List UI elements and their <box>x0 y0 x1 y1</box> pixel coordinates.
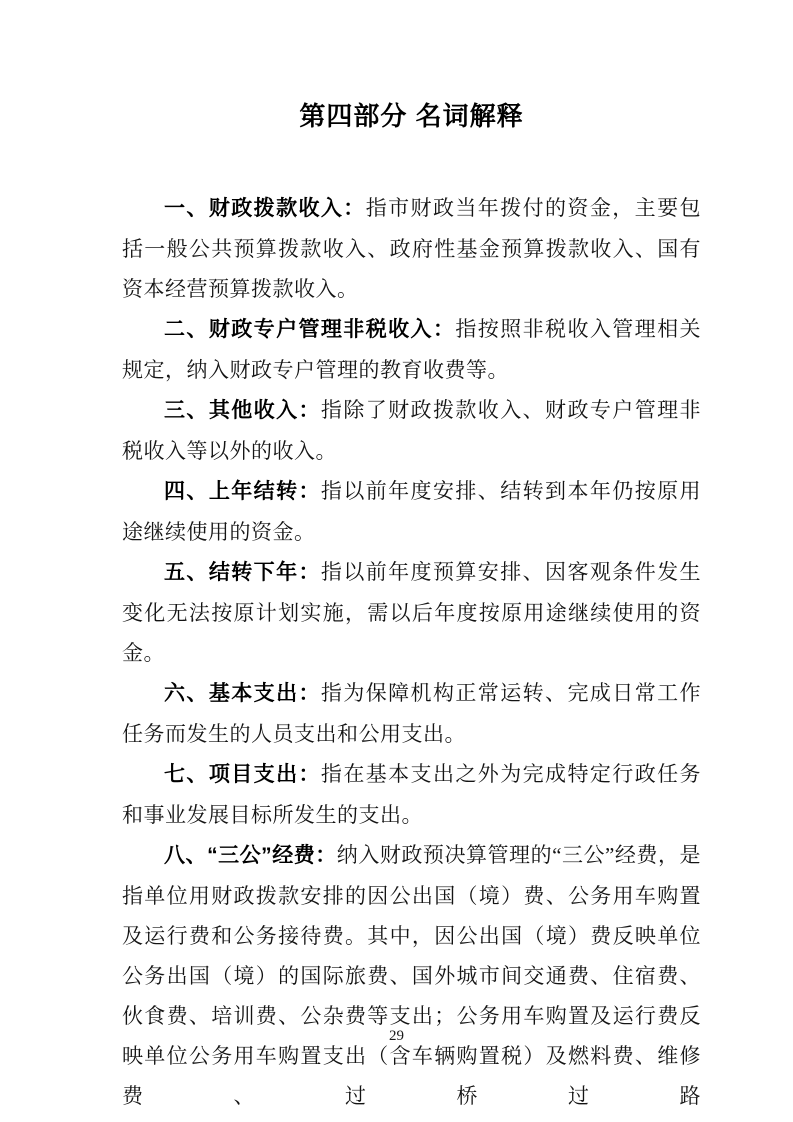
glossary-item-5 <box>122 552 701 673</box>
page-number: 29 <box>389 1028 404 1044</box>
glossary-term-7: 七、项目支出： <box>164 763 321 786</box>
glossary-item-4 <box>122 471 701 552</box>
glossary-item-3 <box>122 390 701 471</box>
glossary-term-3: 三、其他收入： <box>164 399 321 422</box>
page-title: 第四部分 名词解释 <box>299 101 524 131</box>
glossary-term-6: 六、基本支出： <box>164 682 321 705</box>
glossary-item-8 <box>122 835 701 1116</box>
glossary-item-6 <box>122 673 701 754</box>
glossary-definition-2: 指按照非税收入管理相关规定，纳入财政专户管理的教育收费等。 <box>122 317 702 382</box>
glossary-term-5: 五、结转下年： <box>164 561 321 584</box>
glossary-definition-8: 纳入财政预决算管理的“三公”经费，是指单位用财政拨款安排的因公出国（境）费、公务用车购置及运行费和公务接待费。其中，因公出国（境）费反映单位公务出国（境）的国际旅费、国外城市间交通费、住宿费、伙食费、培训费、公杂费等支出；公务用车购置及运行费反映单位公务用车购置支出（含车辆购置税）及燃料费、维修费、过桥过路 <box>122 843 701 1108</box>
glossary-term-2: 二、财政专户管理非税收入： <box>164 318 456 341</box>
glossary-definition-5: 指以前年度预算安排、因客观条件发生变化无法按原计划实施，需以后年度按原用途继续使用的资金。 <box>122 560 702 665</box>
glossary-definition-7: 指在基本支出之外为完成特定行政任务和事业发展目标所发生的支出。 <box>122 762 702 827</box>
glossary-term-4: 四、上年结转： <box>164 480 321 503</box>
glossary-term-1: 一、财政拨款收入： <box>164 197 366 220</box>
glossary-definition-1: 指市财政当年拨付的资金，主要包括一般公共预算拨款收入、政府性基金预算拨款收入、国有资本经营预算拨款收入。 <box>122 196 701 301</box>
glossary-item-2 <box>122 309 701 390</box>
glossary-definition-6: 指为保障机构正常运转、完成日常工作任务而发生的人员支出和公用支出。 <box>122 681 702 746</box>
glossary-definition-3: 指除了财政拨款收入、财政专户管理非税收入等以外的收入。 <box>122 398 702 463</box>
glossary-term-8: 八、“三公”经费： <box>164 844 337 867</box>
glossary-item-1 <box>122 188 701 309</box>
glossary-definition-4: 指以前年度安排、结转到本年仍按原用途继续使用的资金。 <box>122 479 702 544</box>
glossary-item-7 <box>122 754 701 835</box>
